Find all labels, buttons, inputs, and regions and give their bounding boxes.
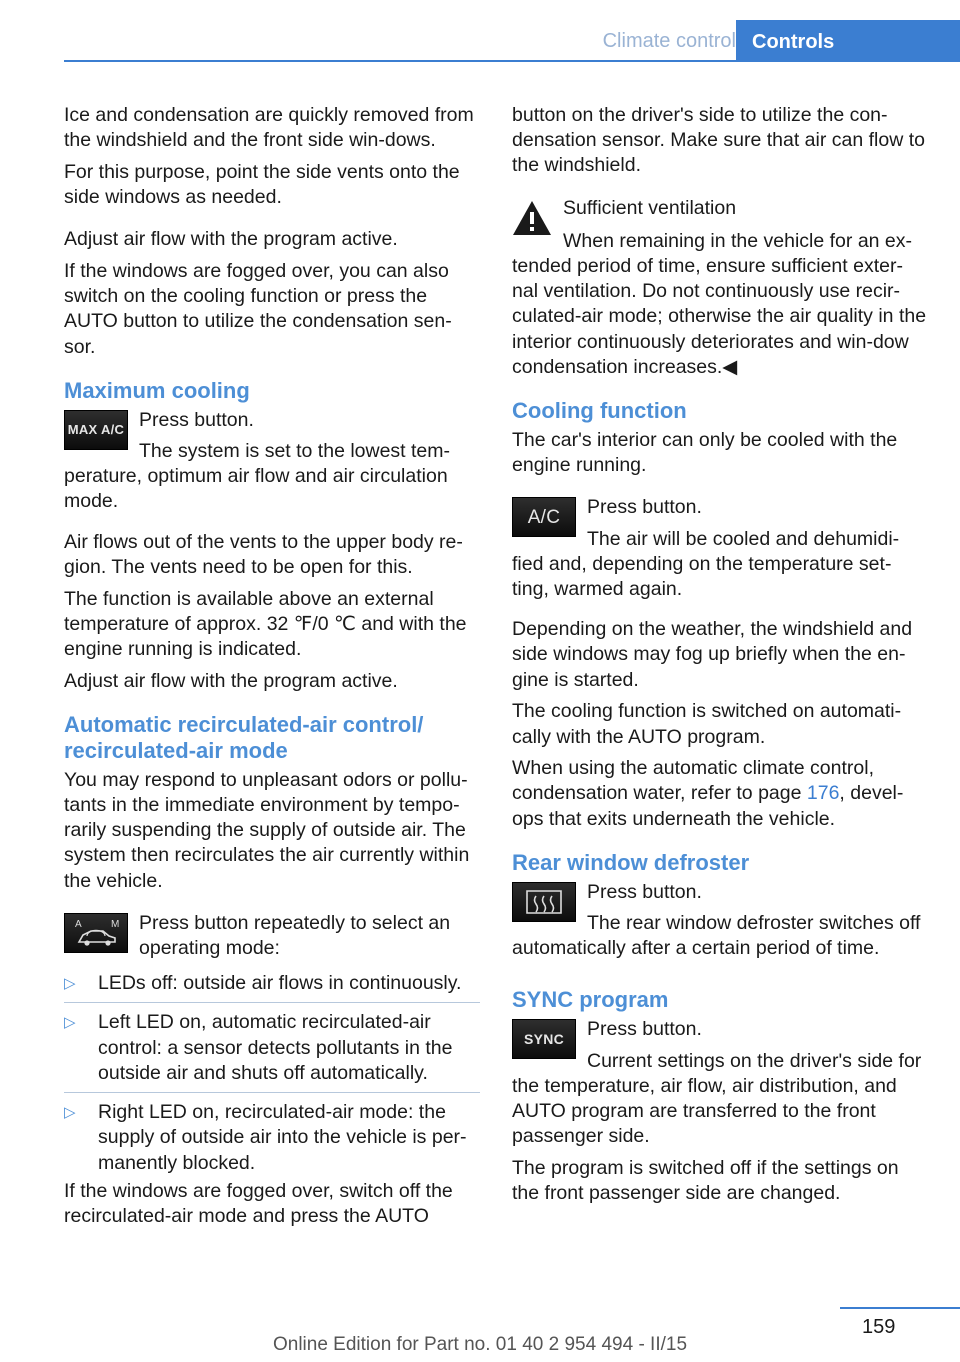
heading-rear-defroster: Rear window defroster <box>512 849 750 875</box>
rear-defrost-button-icon <box>512 882 576 922</box>
recirc-row <box>64 911 480 961</box>
paragraph: The car's interior can only be cooled with the engine running. <box>512 429 898 477</box>
triangle-marker-icon: ▷ <box>64 1014 76 1032</box>
press-text: Press button. <box>587 1018 702 1041</box>
header-tab: Controls <box>736 20 960 62</box>
ac-row <box>512 495 928 602</box>
max-ac-label: MAX A/C <box>67 422 125 438</box>
sync-desc: Current settings on the driver's side for the temperature, air flow, air distribution, and AUTO program are transferred to the front passenger side. <box>512 1049 922 1148</box>
paragraph <box>512 756 928 832</box>
p4-text: When using the automatic climate control, condensation water, refer to page <box>512 757 875 805</box>
header-section: Climate control <box>602 30 736 52</box>
list-item <box>64 971 480 1003</box>
press-text: Press button. <box>139 408 254 431</box>
paragraph: button on the driver's side to utilize the con‐densation sensor. Make sure that air can flow to the windshield. <box>512 104 925 177</box>
list-item-text: LEDs off: outside air flows in continuously. <box>98 972 462 995</box>
header-rule <box>64 60 960 62</box>
paragraph: If the windows are fogged over, switch off the recirculated-air mode and press the AUTO <box>64 1179 453 1227</box>
right-column <box>512 103 928 1213</box>
list-item-text: Right LED on, recirculated-air mode: the supply of outside air into the vehicle is per‐manently blocked. <box>98 1101 467 1174</box>
warning-text: When remaining in the vehicle for an ex‐tended period of time, ensure sufficient exter‐nal ventilation. Do not continuously use recir‐culated-air mode; otherwise the air quality in the interior continuously deteriorates and win‐dow condensation increases.◀ <box>512 229 927 378</box>
recirc-button-icon <box>64 913 128 953</box>
led-m-label: M <box>111 918 120 930</box>
paragraph: The function is available above an external temperature of approx. 32 ℉/0 ℃ and with the engine running is indicated. <box>64 587 467 660</box>
led-a-label: A <box>75 918 82 930</box>
page-header <box>0 0 960 62</box>
max-desc: The system is set to the lowest tem‐perature, optimum air flow and air circulation mode. <box>64 440 451 513</box>
paragraph: Depending on the weather, the windshield and side windows may fog up briefly when the en‐gine is started. <box>512 618 913 691</box>
paragraph: For this purpose, point the side vents onto the side windows as needed. <box>64 160 460 209</box>
list-item <box>64 1100 480 1182</box>
mode-list <box>64 971 480 1181</box>
page-reference-link[interactable]: 176 <box>806 782 840 805</box>
press-text: Press button. <box>587 880 702 903</box>
page-number: 159 <box>862 1316 896 1338</box>
sync-row <box>512 1017 928 1149</box>
press-text: Press button. <box>587 496 702 519</box>
sync-button-icon <box>512 1019 576 1059</box>
heading-cooling-function: Cooling function <box>512 398 687 424</box>
ac-desc: The air will be cooled and dehumidi‐fied and, depending on the temperature set‐ting, warmed again. <box>512 527 900 601</box>
triangle-marker-icon: ▷ <box>64 975 76 993</box>
warning-block <box>512 196 928 380</box>
list-item-text: Left LED on, automatic recirculated-air control: a sensor detects pollutants in the outside air and shuts off automatically. <box>98 1011 453 1084</box>
footer-edition: Online Edition for Part no. 01 40 2 954 494 - II/15 <box>272 1334 688 1355</box>
warning-title: Sufficient ventilation <box>563 196 737 219</box>
paragraph: You may respond to unpleasant odors or pollu‐tants in the immediate environment by tempo‐rarily suspending the supply of outside air. The system then recirculates the air currently within the vehicle. <box>64 768 470 892</box>
left-column <box>64 103 480 1236</box>
max-ac-row <box>64 408 480 515</box>
heading-maximum-cooling: Maximum cooling <box>64 377 250 403</box>
warning-triangle-icon <box>512 200 552 236</box>
paragraph: If the windows are fogged over, you can also switch on the cooling function or press the AUTO button to utilize the condensation sen‐sor. <box>64 260 452 358</box>
triangle-marker-icon: ▷ <box>64 1104 76 1122</box>
p4-text-end: , devel‐ops that exits underneath the vehicle. <box>512 782 904 830</box>
paragraph: The program is switched off if the settings on the front passenger side are changed. <box>512 1157 899 1205</box>
paragraph: The cooling function is switched on automati‐cally with the AUTO program. <box>512 700 902 748</box>
ac-button-icon <box>512 497 576 537</box>
heading-sync: SYNC program <box>512 987 669 1013</box>
paragraph: Adjust air flow with the program active. <box>64 228 398 251</box>
rear-row <box>512 880 928 962</box>
paragraph: Ice and condensation are quickly removed from the windshield and the front side win‐dows. <box>64 104 474 152</box>
page-number-rule <box>840 1307 960 1309</box>
car-recirculate-icon <box>65 914 127 952</box>
sync-label: SYNC <box>523 1030 565 1047</box>
recirc-press: Press button repeatedly to select an operating mode: <box>139 911 451 960</box>
ac-label: A/C <box>527 506 561 528</box>
list-item <box>64 1010 480 1093</box>
heading-recirculated-air: Automatic recirculated-air control/ recirculated-air mode <box>64 711 424 763</box>
paragraph: Adjust air flow with the program active. <box>64 669 398 692</box>
paragraph: Air flows out of the vents to the upper body re‐gion. The vents need to be open for this. <box>64 530 463 578</box>
max-ac-button-icon <box>64 410 128 450</box>
rear-defrost-icon <box>524 887 564 917</box>
rear-desc: The rear window defroster switches off automatically after a certain period of time. <box>512 912 921 960</box>
